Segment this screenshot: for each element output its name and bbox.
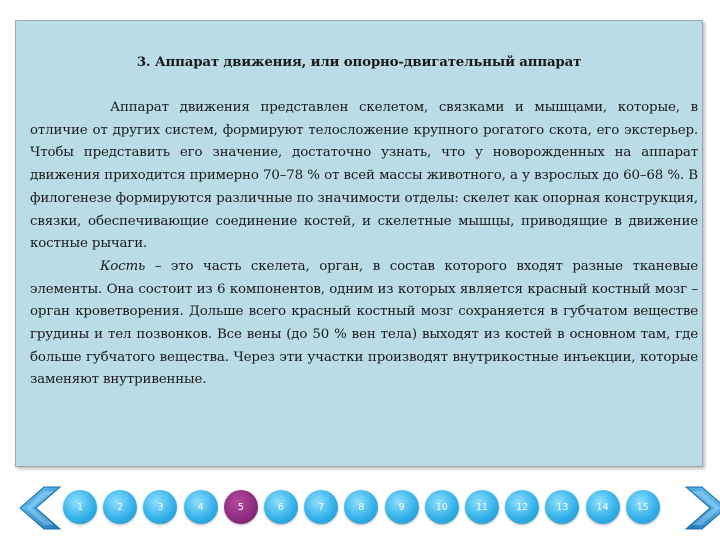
slide-title: 3. Аппарат движения, или опорно-двигательный аппарат (136, 54, 582, 70)
page-button-8[interactable]: 8 (344, 490, 378, 524)
paragraph-1: Аппарат движения представлен скелетом, связками и мышцами, которые, в отличие от других систем, формируют телосложение крупного рогатого скота, его экстерьер. Чтобы представить его значение, достаточно узнать, что у новорожденных на аппарат движения приходится примерно 70–78 % от всей массы животного, а у взрослых до 60–68 %. В филогенезе формируются различные по значимости отделы: скелет как опорная конструкция, связки, обеспечивающие соединение костей, и скелетные мышцы, приводящие в движение костные рычаги. (30, 100, 698, 252)
page-button-15[interactable]: 15 (626, 490, 660, 524)
chevron-right-icon (684, 485, 720, 531)
term-bone: Кость (100, 258, 146, 274)
paragraph-2 (30, 256, 698, 392)
next-slide-button[interactable] (684, 485, 720, 531)
page-button-10[interactable]: 10 (425, 490, 459, 524)
slide-body (30, 97, 698, 392)
page-button-14[interactable]: 14 (586, 490, 620, 524)
page-button-4[interactable]: 4 (184, 490, 218, 524)
page-button-13[interactable]: 13 (545, 490, 579, 524)
slide-navigation (0, 478, 720, 540)
page-button-12[interactable]: 12 (505, 490, 539, 524)
page-button-11[interactable]: 11 (465, 490, 499, 524)
page-button-2[interactable]: 2 (103, 490, 137, 524)
page-button-9[interactable]: 9 (385, 490, 419, 524)
slide-panel (15, 20, 703, 467)
page-button-7[interactable]: 7 (304, 490, 338, 524)
page-button-3[interactable]: 3 (143, 490, 177, 524)
page-button-5[interactable]: 5 (224, 490, 258, 524)
chevron-left-icon (18, 485, 62, 531)
prev-slide-button[interactable] (18, 485, 62, 531)
paragraph-2-text: – это часть скелета, орган, в состав которого входят разные тканевые элементы. Она состоит из 6 компонентов, одним из которых является красный костный мозг – орган кроветворения. Дольше всего красный костный мозг сохраняется в губчатом веществе грудины и тел позвонков. Все вены (до 50 % вен тела) выходят из костей в основном там, где больше губчатого вещества. Через эти участки производят внутрикостные инъекции, которые заменяют внутривенные. (30, 258, 698, 388)
page-button-1[interactable]: 1 (63, 490, 97, 524)
page-button-6[interactable]: 6 (264, 490, 298, 524)
